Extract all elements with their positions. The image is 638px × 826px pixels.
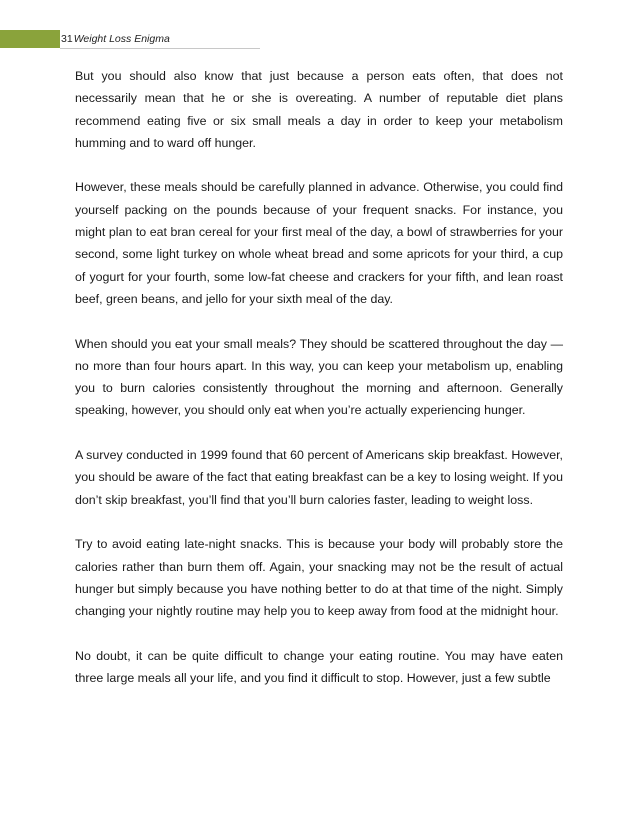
paragraph: No doubt, it can be quite difficult to change your eating routine. You may have eaten three large meals all your life, and you find it difficult to stop. However, just a few subtle bbox=[75, 648, 563, 686]
header-divider bbox=[60, 48, 260, 49]
running-title: Weight Loss Enigma bbox=[73, 33, 170, 45]
paragraph: Try to avoid eating late-night snacks. This is because your body will probably store the calories rather than burn them off. Again, your snacking may not be the result of actual hunger but simply because you have nothing better to do at that time of the night. Simply changing your nightly routine may help you to keep away from food at the midnight hour. bbox=[75, 537, 563, 619]
page-number: 31 bbox=[61, 33, 73, 45]
header-accent-bar bbox=[0, 30, 60, 48]
paragraph: But you should also know that just because a person eats often, that does not necessarily mean that he or she is overeating. A number of reputable diet plans recommend eating five or six small meals a day in order to keep your metabolism humming and to ward off hunger. bbox=[75, 69, 563, 150]
paragraph: A survey conducted in 1999 found that 60 percent of Americans skip breakfast. However, you should be aware of the fact that eating breakfast can be a key to losing weight. If you don’t skip breakfast, you’ll find that you’ll burn calories faster, leading to weight loss. bbox=[75, 448, 563, 507]
paragraph: However, these meals should be carefully planned in advance. Otherwise, you could find yourself packing on the pounds because of your frequent snacks. For instance, you might plan to eat bran cereal for your first meal of the day, a bowl of strawberries for your second, some light turkey on whole wheat bread and some apricots for your third, a cup of yogurt for your fourth, some low-fat cheese and crackers for your fifth, and lean roast beef, green beans, and jello for your sixth meal of the day. bbox=[75, 180, 563, 306]
page-header bbox=[0, 30, 170, 48]
body-text bbox=[75, 65, 563, 712]
paragraph: When should you eat your small meals? They should be scattered throughout the day —no more than four hours apart. In this way, you can keep your metabolism up, enabling you to burn calories consistently throughout the morning and afternoon. Generally speaking, however, you should only eat when you’re actually experiencing hunger. bbox=[75, 336, 563, 418]
